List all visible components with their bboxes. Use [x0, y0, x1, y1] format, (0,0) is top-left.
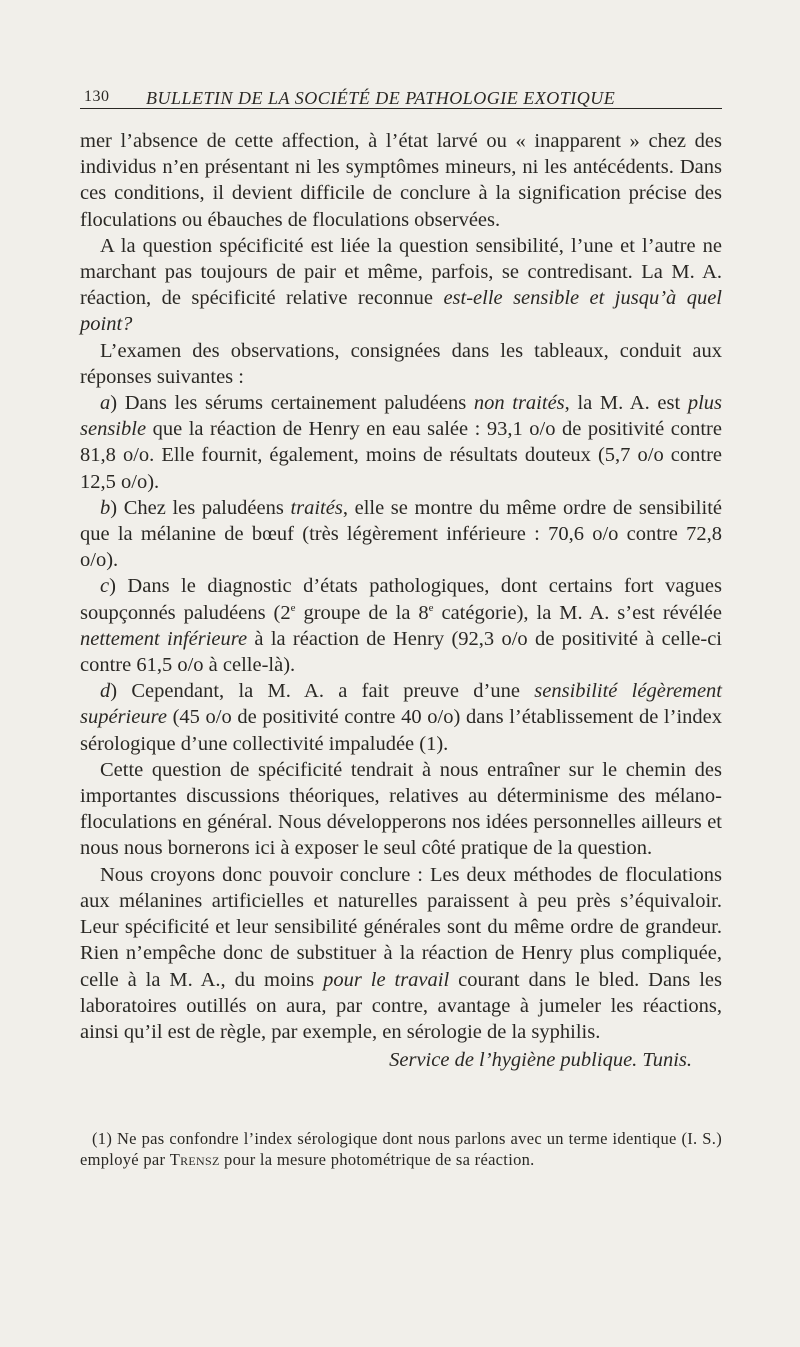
emphasis: plus sensible [80, 392, 722, 441]
page-number: 130 [84, 88, 110, 105]
text-run: ) Cependant, la M. A. a fait preuve d’une [110, 680, 535, 703]
footnote-author: Trensz [169, 1150, 220, 1169]
list-label-d: d [100, 680, 111, 703]
text-run: pour la mesure photométrique de sa réaction. [219, 1150, 535, 1169]
text-run: (45 o/o de positivité contre 40 o/o) dans l’établissement de l’index sérologique d’une collectivité impaludée (1). [80, 706, 722, 755]
paragraph-conclusion [80, 862, 722, 1045]
text-run: que la réaction de Henry en eau salée : 93,1 o/o de positivité contre 81,8 o/o. Elle fournit, également, moins de résultats douteux (5,7 o/o contre 12,5 o/o). [80, 418, 722, 493]
article-body [80, 128, 722, 1073]
emphasis: nettement inférieure [80, 627, 248, 650]
text-run: à la réaction de Henry (92,3 o/o de positivité à celle-ci contre 61,5 o/o à celle-là). [80, 627, 722, 677]
paragraph-sensitivity-question [80, 233, 722, 338]
list-label-b: b [100, 496, 111, 519]
list-item-c [80, 573, 722, 678]
emphasis: pour le travail [323, 968, 450, 991]
superscript: e [290, 601, 296, 614]
emphasis: non traités [473, 392, 565, 415]
paragraph-specificity: Cette question de spécificité tendrait à nous entraîner sur le chemin des importantes discussions théoriques, relatives au déterminisme des mélano-floculations en général. Nous développerons nos idées personnelles ailleurs et nous nous bornerons ici à exposer le seul côté pratique de la question. [80, 758, 722, 860]
text-run: courant dans le bled. Dans les laboratoires outillés on aura, par contre, avantage à jumeler les réactions, ainsi qu’il est de règle, par exemple, en sérologie de la syphilis. [80, 968, 722, 1043]
emphasis: traités [290, 496, 343, 519]
emphasis-question: est-elle sensible et jusqu’à quel point? [80, 287, 722, 336]
affiliation-signature: Service de l’hygiène publique. Tunis. [389, 1049, 692, 1072]
text-run: A la question spécificité est liée la question sensibilité, l’une et l’autre ne marchant pas toujours de pair et même, parfois, se contredisant. La M. A. réaction, de spécificité relative reconnue [80, 234, 722, 310]
footnote-text [80, 1128, 722, 1170]
paragraph-continuation: mer l’absence de cette affection, à l’état larvé ou « inapparent » chez des individus n’en présentant ni les symptômes mineurs, ni les antécédents. Dans ces conditions, il devient difficile de conclure à la signification précise des floculations ou ébauches de floculations observées. [80, 130, 722, 231]
superscript: e [428, 601, 434, 614]
text-run: (1) Ne pas confondre l’index sérologique dont nous parlons avec un terme identique (I. S.) employé par [80, 1129, 722, 1169]
text-run: groupe de la 8 [295, 601, 429, 624]
page-header [80, 86, 722, 109]
text-run: Nous croyons donc pouvoir conclure : Les deux méthodes de floculations aux mélanines artificielles et naturelles paraissent à peu près s’équivaloir. Leur spécificité et leur sensibilité générales sont du même ordre de grandeur. Rien n’empêche donc de substituer à la réaction de Henry plus compliquée, celle à la M. A., du moins [80, 863, 722, 991]
text-run: ) Dans les sérums certainement paludéens [110, 392, 474, 415]
emphasis: sensibilité légèrement supérieure [80, 680, 722, 729]
text-run: ) Dans le diagnostic d’états pathologiques, dont certains fort vagues soupçonnés paludéens (2 [80, 575, 722, 624]
list-label-c: c [100, 575, 110, 598]
list-item-d [80, 678, 722, 757]
running-title: BULLETIN DE LA SOCIÉTÉ DE PATHOLOGIE EXOTIQUE [146, 88, 616, 108]
text-run: , la M. A. est [564, 392, 688, 415]
footnote [80, 1128, 722, 1170]
paragraph-observations-intro: L’examen des observations, consignées dans les tableaux, conduit aux réponses suivantes : [80, 339, 722, 388]
list-item-a [80, 390, 722, 495]
text-run: catégorie), la M. A. s’est révélée [433, 601, 722, 624]
text-run: ) Chez les paludéens [110, 496, 291, 519]
list-item-b [80, 495, 722, 574]
text-run: , elle se montre du même ordre de sensibilité que la mélanine de bœuf (très légèrement inférieure : 70,6 o/o contre 72,8 o/o). [80, 496, 722, 572]
list-label-a: a [100, 392, 111, 415]
